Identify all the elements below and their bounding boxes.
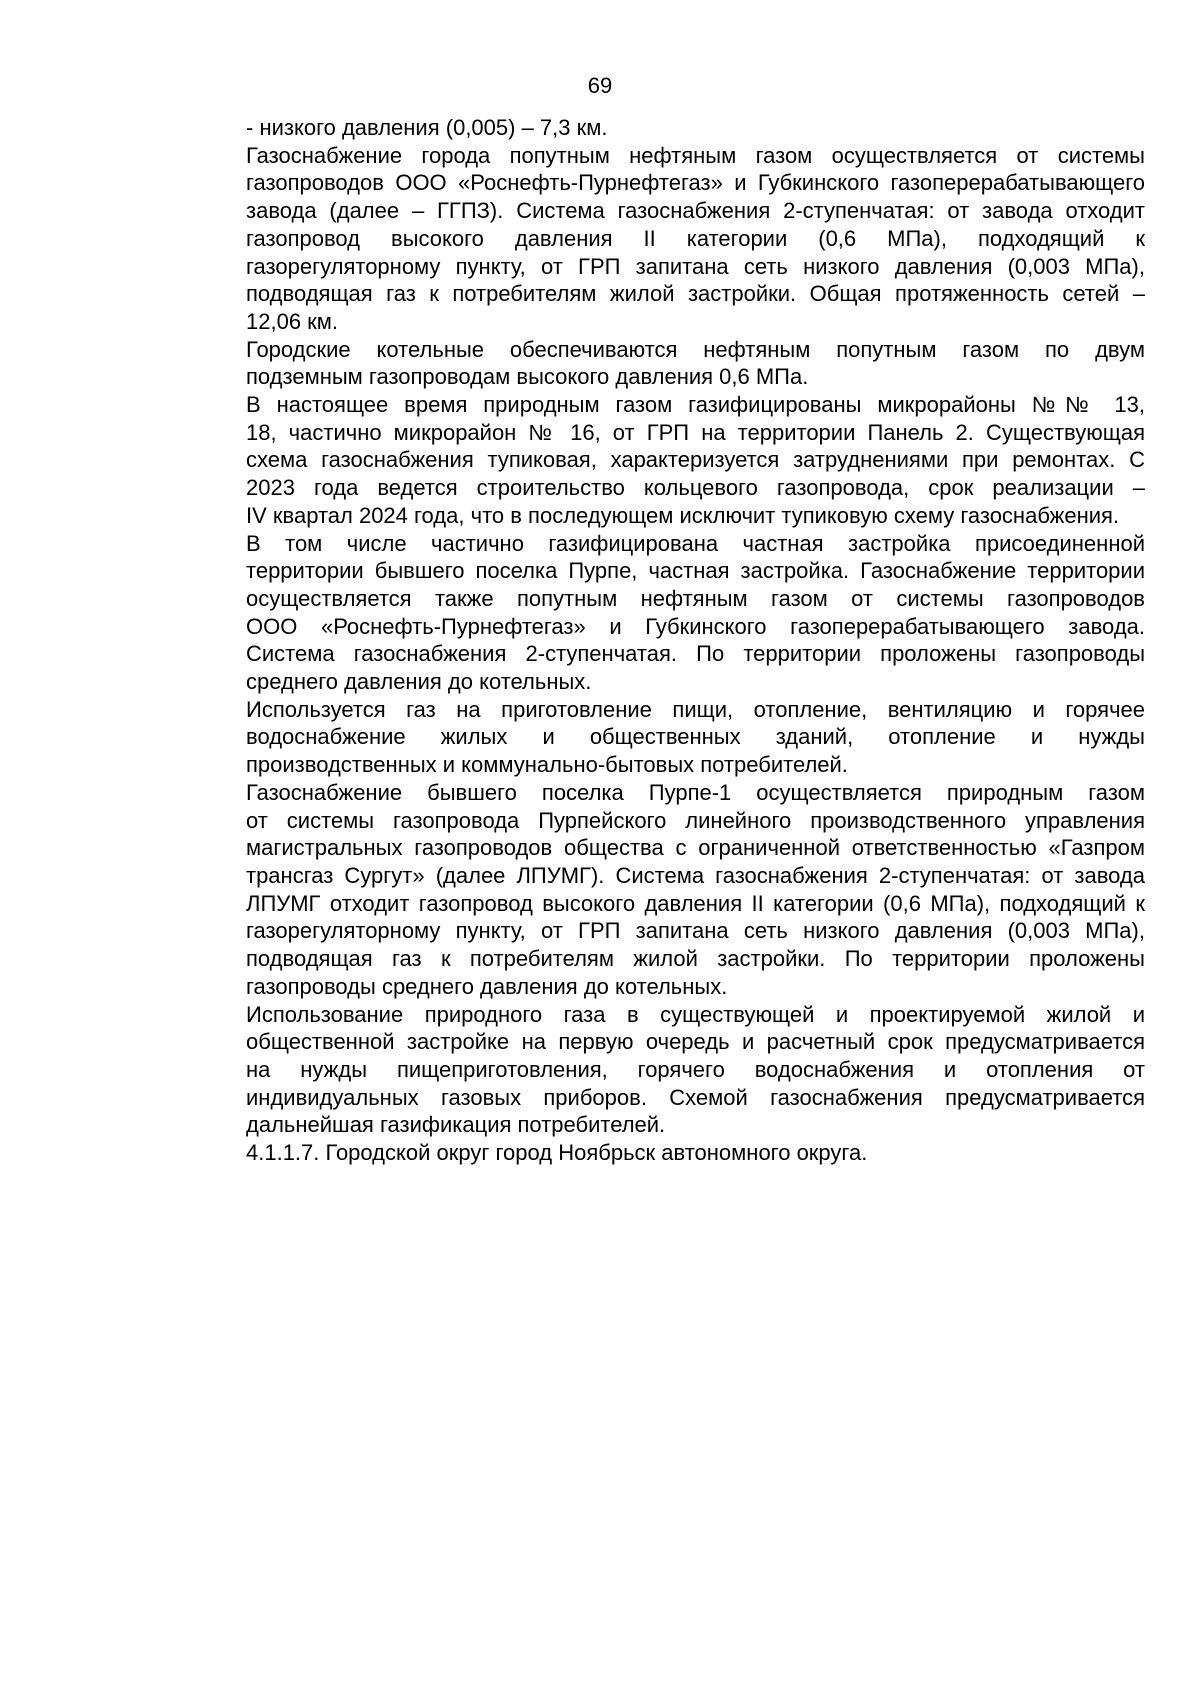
page-number: 69 — [587, 73, 613, 98]
paragraph — [172, 696, 1145, 779]
paragraph — [172, 1139, 1145, 1167]
paragraph-line: на нужды пищеприготовления, горячего водоснабжения и отопления от — [246, 1056, 1145, 1082]
paragraph-line: завода (далее – ГГПЗ). Система газоснабжения 2-ступенчатая: от завода отходит — [246, 198, 1145, 224]
paragraph-line: газопровод высокого давления II категории (0,6 МПа), подходящий к — [246, 225, 1145, 251]
paragraph-line: Система газоснабжения 2-ступенчатая. По территории проложены газопроводы — [246, 641, 1145, 667]
paragraph-line: 2023 года ведется строительство кольцевого газопровода, срок реализации – — [246, 475, 1145, 501]
paragraph-line: производственных и коммунально-бытовых потребителей. — [246, 752, 848, 778]
paragraph-line: 18, частично микрорайон № 16, от ГРП на территории Панель 2. Существующая — [246, 419, 1145, 445]
paragraph-line: Газоснабжение города попутным нефтяным газом осуществляется от системы — [246, 142, 1145, 168]
paragraph-line: подводящая газ к потребителям жилой застройки. Общая протяженность сетей – — [246, 281, 1145, 307]
paragraph-line: Газоснабжение бывшего поселка Пурпе-1 осуществляется природным газом — [246, 779, 1145, 805]
paragraph-line: В настоящее время природным газом газифицированы микрорайоны №№ 13, — [246, 392, 1145, 418]
paragraph-line: газорегуляторному пункту, от ГРП запитана сеть низкого давления (0,003 МПа), — [246, 253, 1145, 279]
paragraph — [172, 142, 1145, 336]
paragraph — [172, 114, 1145, 142]
paragraph-line: газопроводов ООО «Роснефть-Пурнефтегаз» и Губкинского газоперерабатывающего — [246, 170, 1145, 196]
paragraph-line: общественной застройке на первую очередь и расчетный срок предусматривается — [246, 1029, 1145, 1055]
paragraph-line: индивидуальных газовых приборов. Схемой газоснабжения предусматривается — [246, 1084, 1145, 1110]
paragraph-line: ООО «Роснефть-Пурнефтегаз» и Губкинского газоперерабатывающего завода. — [246, 613, 1145, 639]
paragraph-line: 4.1.1.7. Городской округ город Ноябрьск автономного округа. — [246, 1140, 868, 1166]
paragraph — [172, 1001, 1145, 1140]
paragraph — [172, 336, 1145, 391]
paragraph-line: схема газоснабжения тупиковая, характеризуется затруднениями при ремонтах. С — [246, 447, 1145, 473]
paragraph-line: магистральных газопроводов общества с ограниченной ответственностью «Газпром — [246, 835, 1145, 861]
paragraph-line: Городские котельные обеспечиваются нефтяным попутным газом по двум — [246, 336, 1145, 362]
paragraph-line: ЛПУМГ отходит газопровод высокого давления II категории (0,6 МПа), подходящий к — [246, 890, 1145, 916]
paragraph-line: среднего давления до котельных. — [246, 669, 592, 695]
paragraph-line: 12,06 км. — [246, 308, 339, 334]
paragraph-line: осуществляется также попутным нефтяным газом от системы газопроводов — [246, 585, 1145, 611]
paragraph-line: подводящая газ к потребителям жилой застройки. По территории проложены — [246, 946, 1145, 972]
paragraph-line: трансгаз Сургут» (далее ЛПУМГ). Система газоснабжения 2-ступенчатая: от завода — [246, 862, 1145, 888]
paragraph-line: подземным газопроводам высокого давления 0,6 МПа. — [246, 364, 809, 390]
paragraph-line: водоснабжение жилых и общественных зданий, отопление и нужды — [246, 724, 1145, 750]
paragraph-line: территории бывшего поселка Пурпе, частная застройка. Газоснабжение территории — [246, 558, 1145, 584]
paragraph-line: от системы газопровода Пурпейского линейного производственного управления — [246, 807, 1145, 833]
paragraph-line: Использование природного газа в существующей и проектируемой жилой и — [246, 1001, 1145, 1027]
paragraph-line: Используется газ на приготовление пищи, отопление, вентиляцию и горячее — [246, 696, 1145, 722]
paragraph-line: IV квартал 2024 года, что в последующем исключит тупиковую схему газоснабжения. — [246, 502, 1120, 528]
paragraph-line: дальнейшая газификация потребителей. — [246, 1112, 666, 1138]
paragraph — [172, 530, 1145, 696]
paragraph-line: газопроводы среднего давления до котельных. — [246, 973, 728, 999]
paragraph-line: газорегуляторному пункту, от ГРП запитана сеть низкого давления (0,003 МПа), — [246, 918, 1145, 944]
paragraph-line: В том числе частично газифицирована частная застройка присоединенной — [246, 530, 1145, 556]
paragraph — [172, 779, 1145, 1001]
paragraph-line: - низкого давления (0,005) – 7,3 км. — [246, 115, 608, 140]
paragraph — [172, 391, 1145, 530]
document-body — [172, 114, 1145, 1167]
